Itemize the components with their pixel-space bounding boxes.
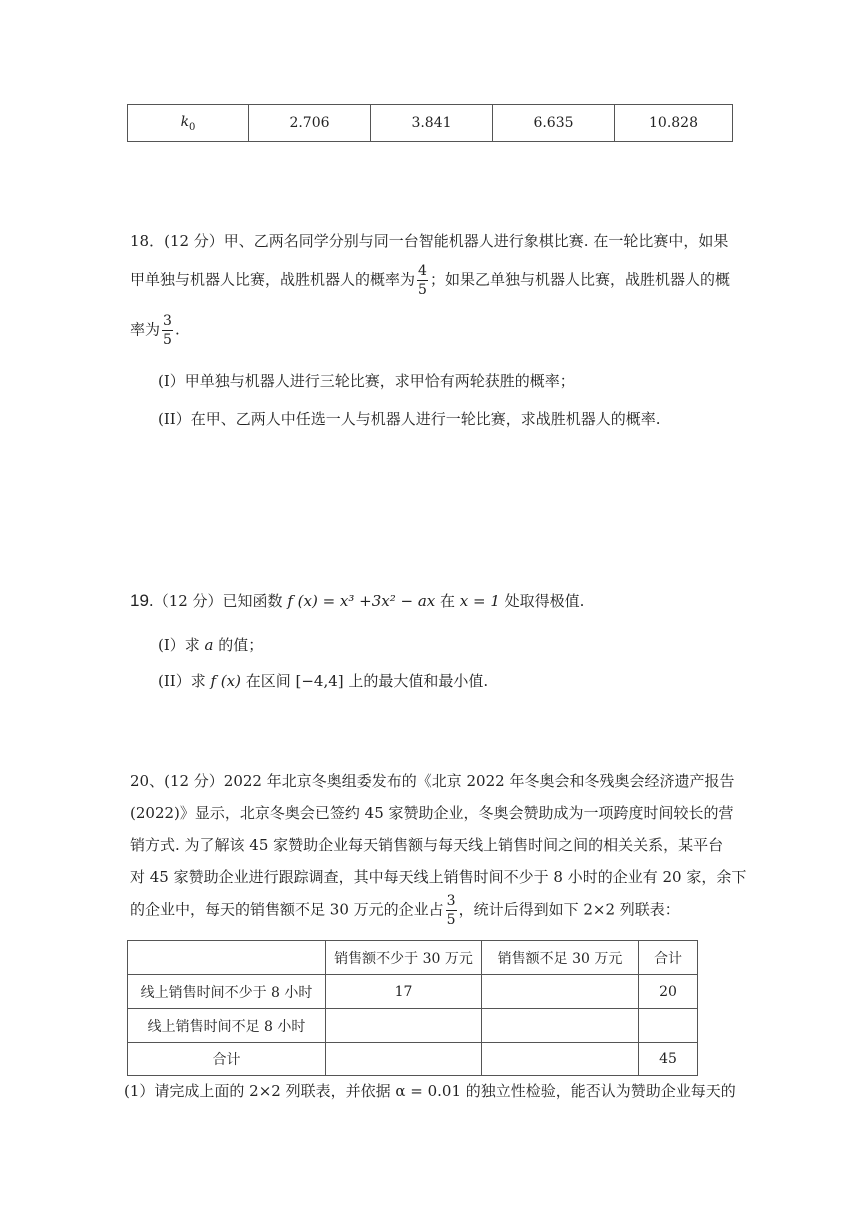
table-cell (482, 1009, 639, 1043)
fraction: $\frac{3}{5}$ (446, 893, 456, 928)
q19-part2: (II）求 f (x) 在区间 [−4,4] 上的最大值和最小值. (158, 672, 489, 690)
q18-line2: 甲单独与机器人比赛，战胜机器人的概率为 $\frac{4}{5}$ ；如果乙单独与机器人比赛，战胜机器人的概 (130, 263, 730, 298)
q18-part1: (I）甲单独与机器人进行三轮比赛，求甲恰有两轮获胜的概率； (158, 372, 575, 390)
value-cell: 2.706 (249, 105, 371, 142)
table-cell (326, 1009, 482, 1043)
table-cell (482, 1043, 639, 1076)
row-label: 线上销售时间不足 8 小时 (128, 1009, 326, 1043)
table-header (128, 941, 326, 975)
q19-stem: 19.（12 分）已知函数 f (x) = x³ +3x² − ax 在 x = 1 处取得极值. (130, 591, 585, 610)
q20-line2: (2022)》显示，北京冬奥会已签约 45 家赞助企业，冬奥会赞助成为一项跨度时间较长的营 (130, 804, 734, 822)
table-cell: 20 (639, 975, 698, 1009)
q20-part1: (1）请完成上面的 2×2 列联表，并依据 α = 0.01 的独立性检验，能否认为赞助企业每天的 (124, 1082, 736, 1100)
table-header: 销售额不少于 30 万元 (326, 941, 482, 975)
table-row (128, 1043, 698, 1076)
table-cell (482, 975, 639, 1009)
header-cell: $k_0$ (128, 105, 249, 142)
value-cell: 6.635 (493, 105, 615, 142)
table-row (128, 975, 698, 1009)
table-cell (326, 1043, 482, 1076)
fraction: $\frac{3}{5}$ (163, 313, 172, 348)
value-cell: 3.841 (371, 105, 493, 142)
q18-line1: 18．(12 分）甲、乙两名同学分别与同一台智能机器人进行象棋比赛. 在一轮比赛中，如果 (130, 232, 729, 250)
q18-part2: (II）在甲、乙两人中任选一人与机器人进行一轮比赛，求战胜机器人的概率. (158, 410, 661, 428)
table-header: 销售额不足 30 万元 (482, 941, 639, 975)
q20-line4: 对 45 家赞助企业进行跟踪调查，其中每天线上销售时间不少于 8 小时的企业有 20 家，余下 (130, 868, 747, 886)
table-row (128, 1009, 698, 1043)
row-label: 合计 (128, 1043, 326, 1076)
q20-line5: 的企业中，每天的销售额不足 30 万元的企业占 $\frac{3}{5}$ ，统计后得到如下 2×2 列联表： (130, 893, 680, 928)
q20-line3: 销方式. 为了解该 45 家赞助企业每天销售额与每天线上销售时间之间的相关关系，某平台 (130, 836, 724, 854)
table-cell: 45 (639, 1043, 698, 1076)
q19-part1: (I）求 a 的值； (158, 636, 264, 654)
value-cell: 10.828 (615, 105, 733, 142)
fraction: $\frac{4}{5}$ (418, 263, 427, 298)
table-cell (639, 1009, 698, 1043)
row-label: 线上销售时间不少于 8 小时 (128, 975, 326, 1009)
contingency-table (127, 940, 698, 1076)
table-header: 合计 (639, 941, 698, 975)
q20-line1: 20、(12 分）2022 年北京冬奥组委发布的《北京 2022 年冬奥会和冬残奥会经济遗产报告 (130, 772, 735, 790)
critical-value-table (127, 104, 733, 142)
table-cell: 17 (326, 975, 482, 1009)
q18-line3: 率为 $\frac{3}{5}$ . (130, 313, 180, 348)
